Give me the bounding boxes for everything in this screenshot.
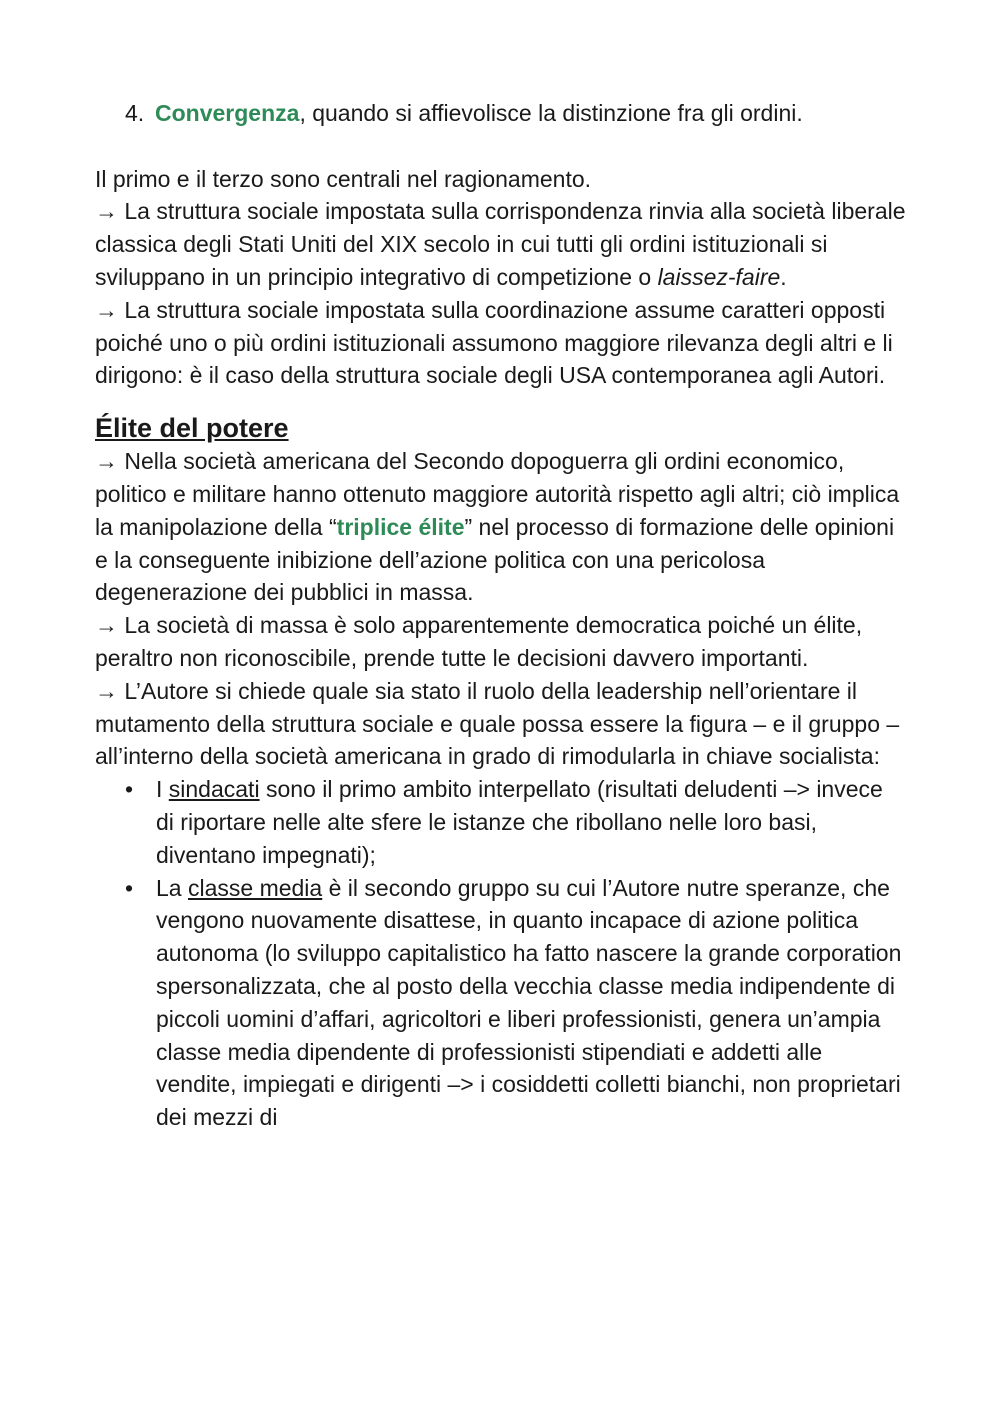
bullet-text-before: I <box>156 776 169 803</box>
keyword-triplice-elite: triplice élite <box>336 513 465 540</box>
bullet-symbol: • <box>125 776 134 803</box>
paragraph-corrispondenza-end: . <box>780 263 787 290</box>
bullet-text-after: è il secondo gruppo su cui l’Autore nutre speranze, che vengono nuovamente disattese, in quanto incapace di azione politica autonoma (lo sviluppo capitalistico ha fatto nascere la grande corporation spersonalizzata, che al posto della vecchia classe media indipendente di piccoli uomini d’affari, agricoltori e liberi professionisti, genera un’ampia classe media dipendente di professionisti stipendiati e addetti alle vendite, impiegati e dirigenti –> i cosiddetti colletti bianchi, non proprietari dei mezzi di <box>156 874 902 1131</box>
paragraph-triplice-elite <box>95 445 907 609</box>
paragraph-coordinazione: → La struttura sociale impostata sulla coordinazione assume caratteri opposti poiché uno o più ordini istituzionali assumono maggiore rilevanza degli altri e li dirigono: è il caso della struttura sociale degli USA contemporanea agli Autori. <box>95 296 893 389</box>
paragraph-p1-start: → Nella società americana del Secondo dopoguerra gli ordini economico, politico e militare hanno ottenuto maggiore autorità rispetto agli altri; ciò implica la manipolazione della “ <box>95 448 900 540</box>
bullet-item-classe-media <box>95 872 907 1134</box>
paragraph-societa-massa: → La società di massa è solo apparentemente democratica poiché un élite, peraltro non riconoscibile, prende tutte le decisioni davvero importanti. <box>95 612 863 671</box>
keyword-convergenza: Convergenza <box>155 100 300 126</box>
paragraph-p1-end: ” nel processo di formazione delle opinioni e la conseguente inibizione dell’azione politica con una pericolosa degenerazione dei pubblici in massa. <box>95 513 895 606</box>
section-heading: Élite del potere <box>95 413 289 444</box>
list-number: 4. <box>125 100 145 126</box>
spacer <box>95 130 907 163</box>
paragraph-corrispondenza-text: → La struttura sociale impostata sulla corrispondenza rinvia alla società liberale classica degli Stati Uniti del XIX secolo in cui tutti gli ordini istituzionali si sviluppano in un principio integrativo di competizione o <box>95 198 906 290</box>
underlined-classe-media: classe media <box>187 874 323 901</box>
paragraph-primo-terzo: Il primo e il terzo sono centrali nel ragionamento. <box>95 165 592 192</box>
list-item-text <box>155 97 803 130</box>
bullet-item-sindacati <box>95 773 907 871</box>
paragraph-corrispondenza <box>95 195 907 293</box>
paragraph-leadership: → L’Autore si chiede quale sia stato il ruolo della leadership nell’orientare il mutamento della struttura sociale e quale possa essere la figura – e il gruppo – all’interno della società americana in grado di rimodularla in chiave socialista: <box>95 677 900 770</box>
bullet-list <box>95 773 907 1134</box>
bullet-text-before: La <box>156 874 188 901</box>
document-page <box>95 97 907 1134</box>
underlined-sindacati: sindacati <box>168 776 260 803</box>
italic-laissez-faire: laissez-faire <box>657 263 781 290</box>
list-item-rest: , quando si affievolisce la distinzione fra gli ordini. <box>299 100 803 126</box>
bullet-text-after: sono il primo ambito interpellato (risultati deludenti –> invece di riportare nelle alte sfere le istanze che ribollano nelle loro basi, diventano impegnati); <box>156 776 883 868</box>
list-item-convergenza <box>95 97 907 130</box>
bullet-symbol: • <box>125 874 134 901</box>
